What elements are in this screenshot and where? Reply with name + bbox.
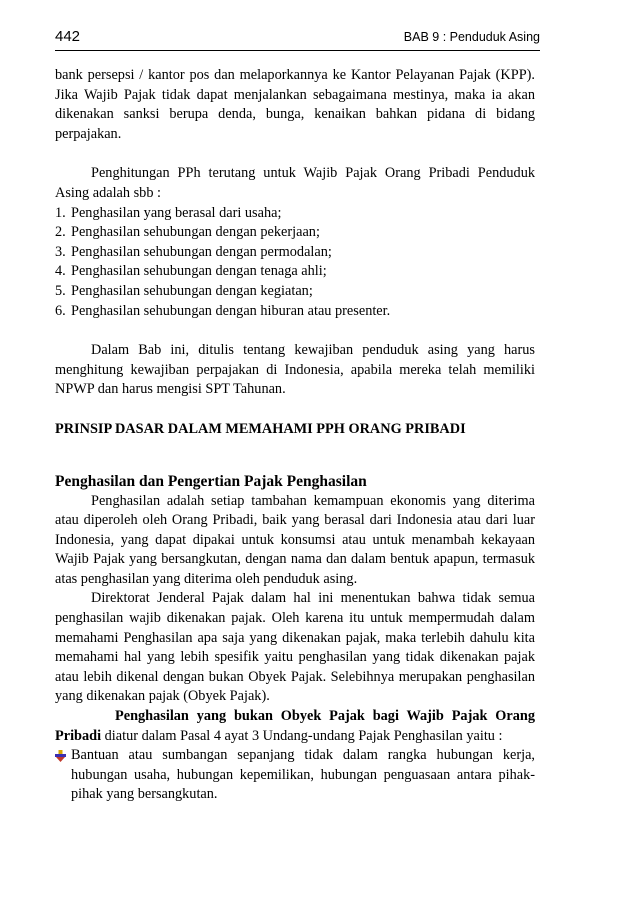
- list-number: 2.: [55, 224, 66, 241]
- spacer: [55, 400, 535, 420]
- list-text: Penghasilan sehubungan dengan permodalan;: [71, 243, 332, 260]
- page-header: [55, 28, 540, 50]
- list-text: Penghasilan sehubungan dengan kegiatan;: [71, 282, 313, 299]
- header-rule: [55, 50, 540, 51]
- spacer: [55, 440, 535, 472]
- chapter-title: BAB 9 : Penduduk Asing: [403, 30, 540, 44]
- arrow-bullet-icon: [55, 750, 66, 762]
- list-text: Penghasilan sehubungan dengan pekerjaan;: [71, 224, 320, 241]
- list-item: [55, 282, 535, 302]
- page-number: 442: [55, 28, 81, 45]
- list-number: 5.: [55, 282, 66, 299]
- list-number: 1.: [55, 204, 66, 221]
- spacer: [55, 321, 535, 341]
- paragraph-6-bold: Penghasilan yang bukan Obyek Pajak bagi Wajib Pajak Orang Pribadi: [55, 708, 535, 744]
- income-list: [55, 204, 535, 322]
- list-number: 4.: [55, 263, 66, 280]
- bullet-text: Bantuan atau sumbangan sepanjang tidak dalam rangka hubungan kerja, hubungan usaha, hubungan kepemilikan, hubungan penguasaan antara pihak-pihak yang bersangkutan.: [71, 747, 535, 803]
- subsection-title: Penghasilan dan Pengertian Pajak Penghasilan: [55, 472, 367, 490]
- paragraph-6: [55, 707, 535, 746]
- list-number: 6.: [55, 302, 66, 319]
- page-body: [55, 66, 535, 805]
- spacer: [55, 144, 535, 164]
- paragraph-1: bank persepsi / kantor pos dan melaporkannya ke Kantor Pelayanan Pajak (KPP). Jika Wajib Pajak tidak dapat menjalankan sebagaimana mestinya, maka ia akan dikenakan sanksi berupa denda, bunga, kenaikan bahkan pidana di bidang perpajakan.: [55, 67, 535, 142]
- bullet-list: [55, 746, 535, 805]
- list-item: [55, 204, 535, 224]
- list-text: Penghasilan sehubungan dengan tenaga ahli;: [71, 263, 327, 280]
- paragraph-5: Direktorat Jenderal Pajak dalam hal ini menentukan bahwa tidak semua penghasilan wajib dikenakan pajak. Oleh karena itu untuk mempermudah dalam memahami Penghasilan apa saja yang dikenakan pajak, maka terlebih dahulu kita memahami hal yang lebih spesifik yaitu penghasilan yang tidak dikenakan pajak atau lebih dikenal dengan bukan Obyek Pajak. Selebihnya merupakan penghasilan yang dikenakan pajak (Obyek Pajak).: [55, 590, 535, 705]
- list-item: [55, 302, 535, 322]
- list-number: 3.: [55, 243, 66, 260]
- paragraph-2: Penghitungan PPh terutang untuk Wajib Pajak Orang Pribadi Penduduk Asing adalah sbb :: [55, 165, 535, 201]
- list-item: [55, 262, 535, 282]
- paragraph-4: Penghasilan adalah setiap tambahan kemampuan ekonomis yang diterima atau diperoleh oleh Orang Pribadi, baik yang berasal dari Indonesia atau dari luar Indonesia, yang dapat dipakai untuk konsumsi atau untuk menambah kekayaan Wajib Pajak yang bersangkutan, dengan nama dan dalam bentuk apapun, termasuk atas penghasilan yang diterima oleh penduduk asing.: [55, 492, 535, 587]
- paragraph-3: Dalam Bab ini, ditulis tentang kewajiban penduduk asing yang harus menghitung kewajiban perpajakan di Indonesia, apabila mereka telah memiliki NPWP dan harus mengisi SPT Tahunan.: [55, 342, 535, 398]
- list-text: Penghasilan yang berasal dari usaha;: [71, 204, 282, 221]
- bullet-item: [55, 746, 535, 805]
- list-item: [55, 223, 535, 243]
- list-item: [55, 243, 535, 263]
- list-text: Penghasilan sehubungan dengan hiburan atau presenter.: [71, 302, 391, 319]
- section-title: PRINSIP DASAR DALAM MEMAHAMI PPH ORANG PRIBADI: [55, 420, 466, 437]
- paragraph-6-rest: diatur dalam Pasal 4 ayat 3 Undang-undang Pajak Penghasilan yaitu :: [101, 727, 503, 744]
